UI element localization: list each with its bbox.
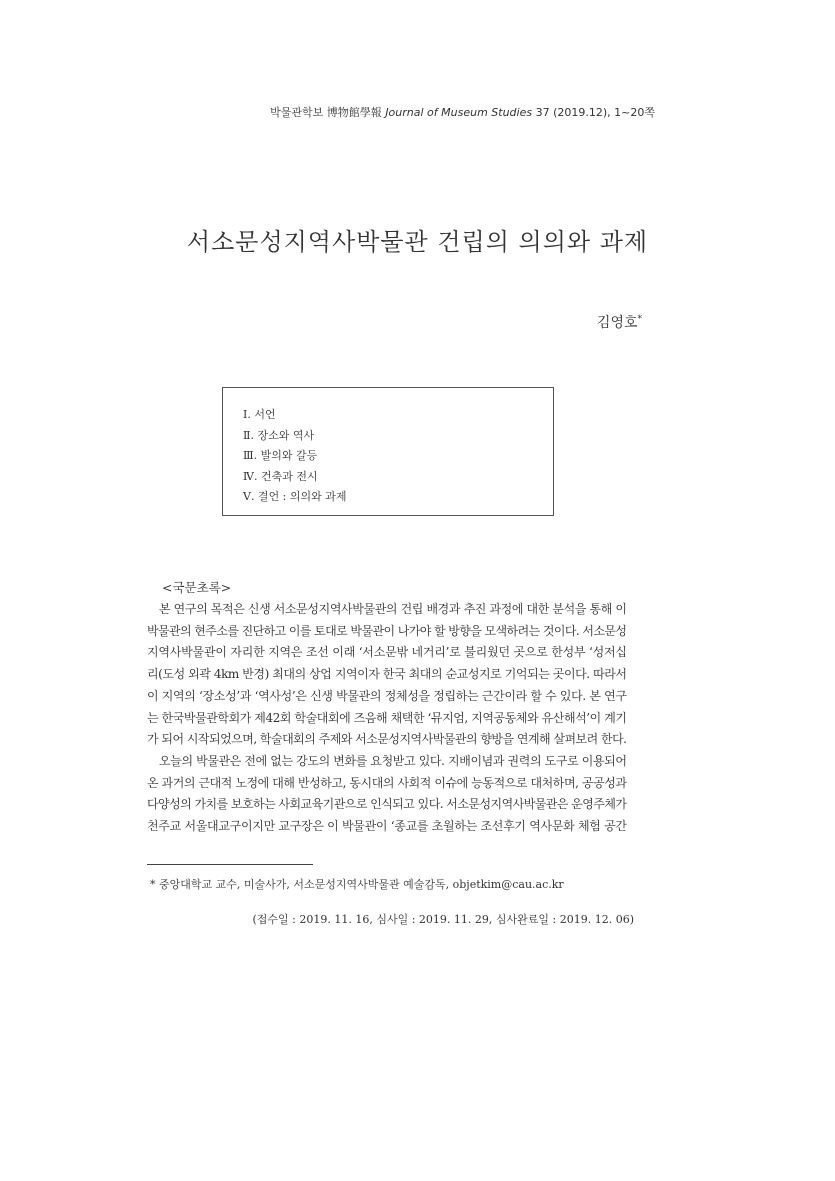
text-line: 이 지역의 ‘장소성’과 ‘역사성’은 신생 박물관의 정체성을 정립하는 근간이라 할 수 있다. 본 연구 xyxy=(147,688,627,703)
journal-name-english: Journal of Museum Studies xyxy=(385,106,533,119)
abstract-paragraph-2 xyxy=(147,751,627,838)
toc-item: Ⅴ. 결언 : 의의와 과제 xyxy=(243,490,347,503)
toc-item: Ⅲ. 발의와 갈등 xyxy=(243,449,318,462)
abstract-heading: <국문초록> xyxy=(162,580,232,595)
review-dates: (접수일 : 2019. 11. 16, 심사일 : 2019. 11. 29, 심사완료일 : 2019. 12. 06) xyxy=(252,913,634,926)
toc-item: Ⅳ. 건축과 전시 xyxy=(243,469,318,483)
text-line: 천주교 서울대교구이지만 교구장은 이 박물관이 ‘종교를 초월하는 조선후기 역사문화 체험 공간 xyxy=(147,819,627,834)
text-line: 지역사박물관이 자리한 지역은 조선 이래 ‘서소문밖 네거리’로 불리웠던 곳으로 한성부 ‘성저십 xyxy=(147,645,627,660)
journal-name-hanja: 博物館學報 xyxy=(326,106,382,119)
toc-item: Ⅱ. 장소와 역사 xyxy=(243,428,315,442)
author-footnote-mark: * xyxy=(637,314,642,325)
journal-issue: 37 (2019.12), 1~20쪽 xyxy=(535,106,655,119)
author-footnote: * 중앙대학교 교수, 미술사가, 서소문성지역사박물관 예술감독, objetkim@cau.ac.kr xyxy=(150,878,564,891)
author-name: 김영호 xyxy=(596,315,638,331)
text-line: 온 과거의 근대적 노정에 대해 반성하고, 동시대의 사회적 이슈에 능동적으로 대처하며, 공공성과 xyxy=(147,775,627,790)
text-line: 본 연구의 목적은 신생 서소문성지역사박물관의 건립 배경과 추진 과정에 대한 분석을 통해 이 xyxy=(159,602,627,616)
text-line: 는 한국박물관학회가 제42회 학술대회에 즈음해 채택한 ‘뮤지엄, 지역공동체와 유산해석’이 계기 xyxy=(147,710,627,725)
footnote-divider xyxy=(147,864,313,865)
paper-title: 서소문성지역사박물관 건립의 의의와 과제 xyxy=(186,228,649,256)
text-line: 리(도성 외곽 4km 반경) 최대의 상업 지역이자 한국 최대의 순교성지로 기억되는 곳이다. 따라서 xyxy=(147,667,627,682)
text-line: 다양성의 가치를 보호하는 사회교육기관으로 인식되고 있다. 서소문성지역사박물관은 운영주체가 xyxy=(147,797,627,812)
journal-name-korean: 박물관학보 xyxy=(270,106,324,119)
text-line: 가 되어 시작되었으며, 학술대회의 주제와 서소문성지역사박물관의 향방을 연계해 살펴보려 한다. xyxy=(147,732,627,747)
table-of-contents xyxy=(222,387,554,516)
abstract-paragraph-1 xyxy=(147,599,627,751)
toc-item: Ⅰ. 서언 xyxy=(243,408,276,421)
text-line: 오늘의 박물관은 전에 없는 강도의 변화를 요청받고 있다. 지배이념과 권력의 도구로 이용되어 xyxy=(159,754,627,768)
text-line: 박물관의 현주소를 진단하고 이를 토대로 박물관이 나가야 할 방향을 모색하려는 것이다. 서소문성 xyxy=(147,623,627,638)
author-line xyxy=(0,312,642,332)
running-header xyxy=(0,104,655,120)
